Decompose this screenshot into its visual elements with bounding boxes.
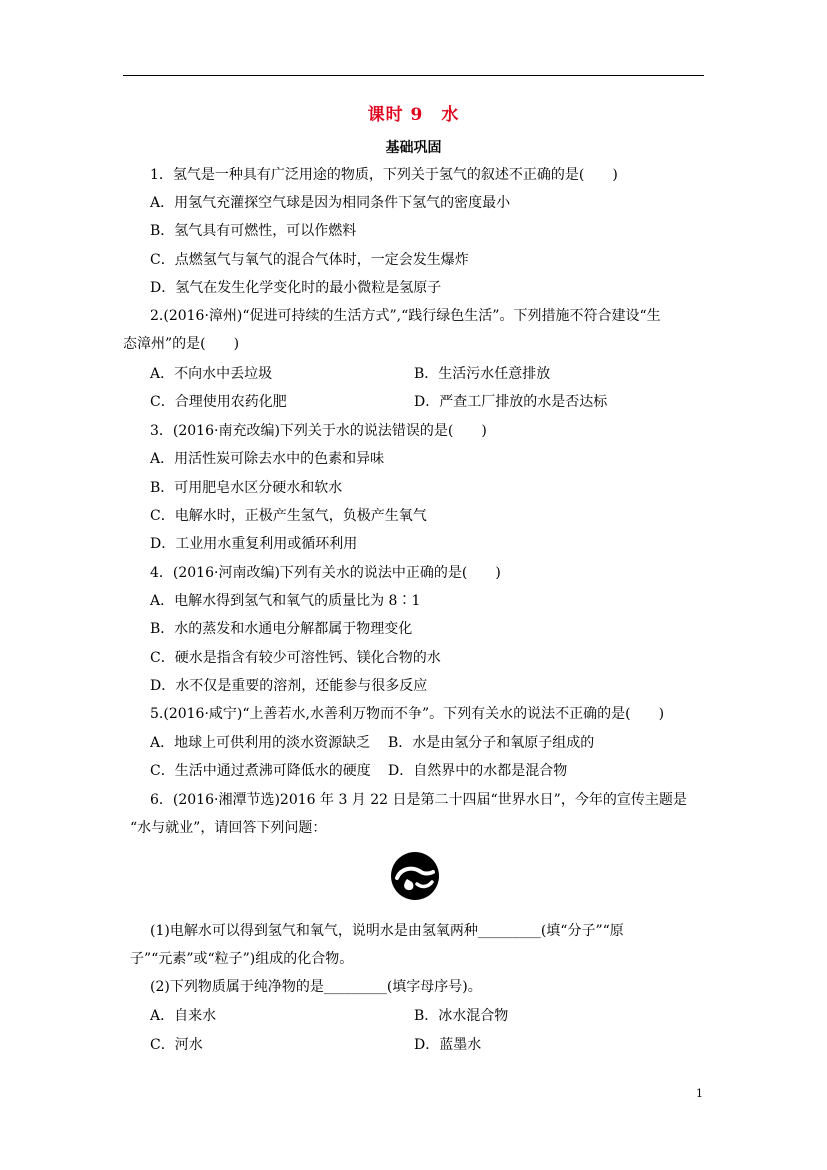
header-rule [123, 75, 704, 76]
q2-stem-line1: 2.(2016·漳州)“促进可持续的生活方式”,“践行绿色生活”。下列措施不符合建设“生 [150, 308, 661, 324]
q5-stem: 5.(2016·咸宁)“上善若水,水善利万物而不争”。下列有关水的说法不正确的是( ) [150, 706, 665, 722]
q5-option-d: D．自然界中的水都是混合物 [388, 763, 568, 779]
q6-part1-line2: 子”“元素”或“粒子”)组成的化合物。 [130, 951, 354, 967]
q4-option-d: D．水不仅是重要的溶剂，还能参与很多反应 [150, 678, 428, 694]
q5-option-a: A．地球上可供利用的淡水资源缺乏 [150, 735, 371, 751]
q4-option-b: B．水的蒸发和水通电分解都属于物理变化 [150, 621, 413, 637]
q2-option-d: D．严查工厂排放的水是否达标 [414, 394, 608, 410]
q4-stem: 4．(2016·河南改编)下列有关水的说法中正确的是( ) [150, 565, 501, 581]
q3-option-b: B．可用肥皂水区分硬水和软水 [150, 480, 343, 496]
q6-part2-option-c: C．河水 [150, 1037, 203, 1053]
q6-stem-line1: 6．(2016·湘潭节选)2016 年 3 月 22 日是第二十四届“世界水日”，今年的宣传主题是 [150, 792, 687, 808]
world-water-day-logo-icon [391, 852, 439, 900]
lesson-title: 课时 9 水 [367, 105, 460, 125]
q6-part2-option-a: A．自来水 [150, 1008, 217, 1024]
q2-option-a: A．不向水中丢垃圾 [150, 366, 273, 382]
q6-stem-line2: “水与就业”，请回答下列问题： [130, 820, 327, 836]
q5-option-b: B．水是由氢分子和氧原子组成的 [388, 735, 595, 751]
q3-option-c: C．电解水时，正极产生氢气，负极产生氧气 [150, 508, 427, 524]
q3-option-d: D．工业用水重复利用或循环利用 [150, 536, 358, 552]
q5-option-c: C．生活中通过煮沸可降低水的硬度 [150, 763, 371, 779]
q1-option-a: A．用氢气充灌探空气球是因为相同条件下氢气的密度最小 [150, 195, 511, 211]
q2-option-b: B．生活污水任意排放 [414, 366, 551, 382]
q6-part2-stem: (2)下列物质属于纯净物的是_________(填字母序号)。 [150, 979, 482, 995]
q1-option-d: D．氢气在发生化学变化时的最小微粒是氢原子 [150, 280, 442, 296]
q1-option-c: C．点燃氢气与氧气的混合气体时，一定会发生爆炸 [150, 252, 469, 268]
q6-part1-line1: (1)电解水可以得到氢气和氧气，说明水是由氢氧两种_________(填“分子”“原 [150, 923, 624, 939]
q4-option-a: A．电解水得到氢气和氧气的质量比为 8∶1 [150, 593, 421, 609]
page-number: 1 [696, 1087, 703, 1100]
q2-stem-line2: 态漳州”的是( ) [123, 336, 240, 352]
q1-option-b: B．氢气具有可燃性，可以作燃料 [150, 223, 357, 239]
q1-stem: 1．氢气是一种具有广泛用途的物质，下列关于氢气的叙述不正确的是( ) [150, 167, 618, 183]
q3-option-a: A．用活性炭可除去水中的色素和异味 [150, 451, 385, 467]
q6-part2-option-d: D．蓝墨水 [414, 1037, 482, 1053]
q6-part2-option-b: B．冰水混合物 [414, 1008, 509, 1024]
q3-stem: 3．(2016·南充改编)下列关于水的说法错误的是( ) [150, 423, 487, 439]
q2-option-c: C．合理使用农药化肥 [150, 394, 287, 410]
section-heading: 基础巩固 [385, 140, 442, 156]
q4-option-c: C．硬水是指含有较少可溶性钙、镁化合物的水 [150, 650, 441, 666]
